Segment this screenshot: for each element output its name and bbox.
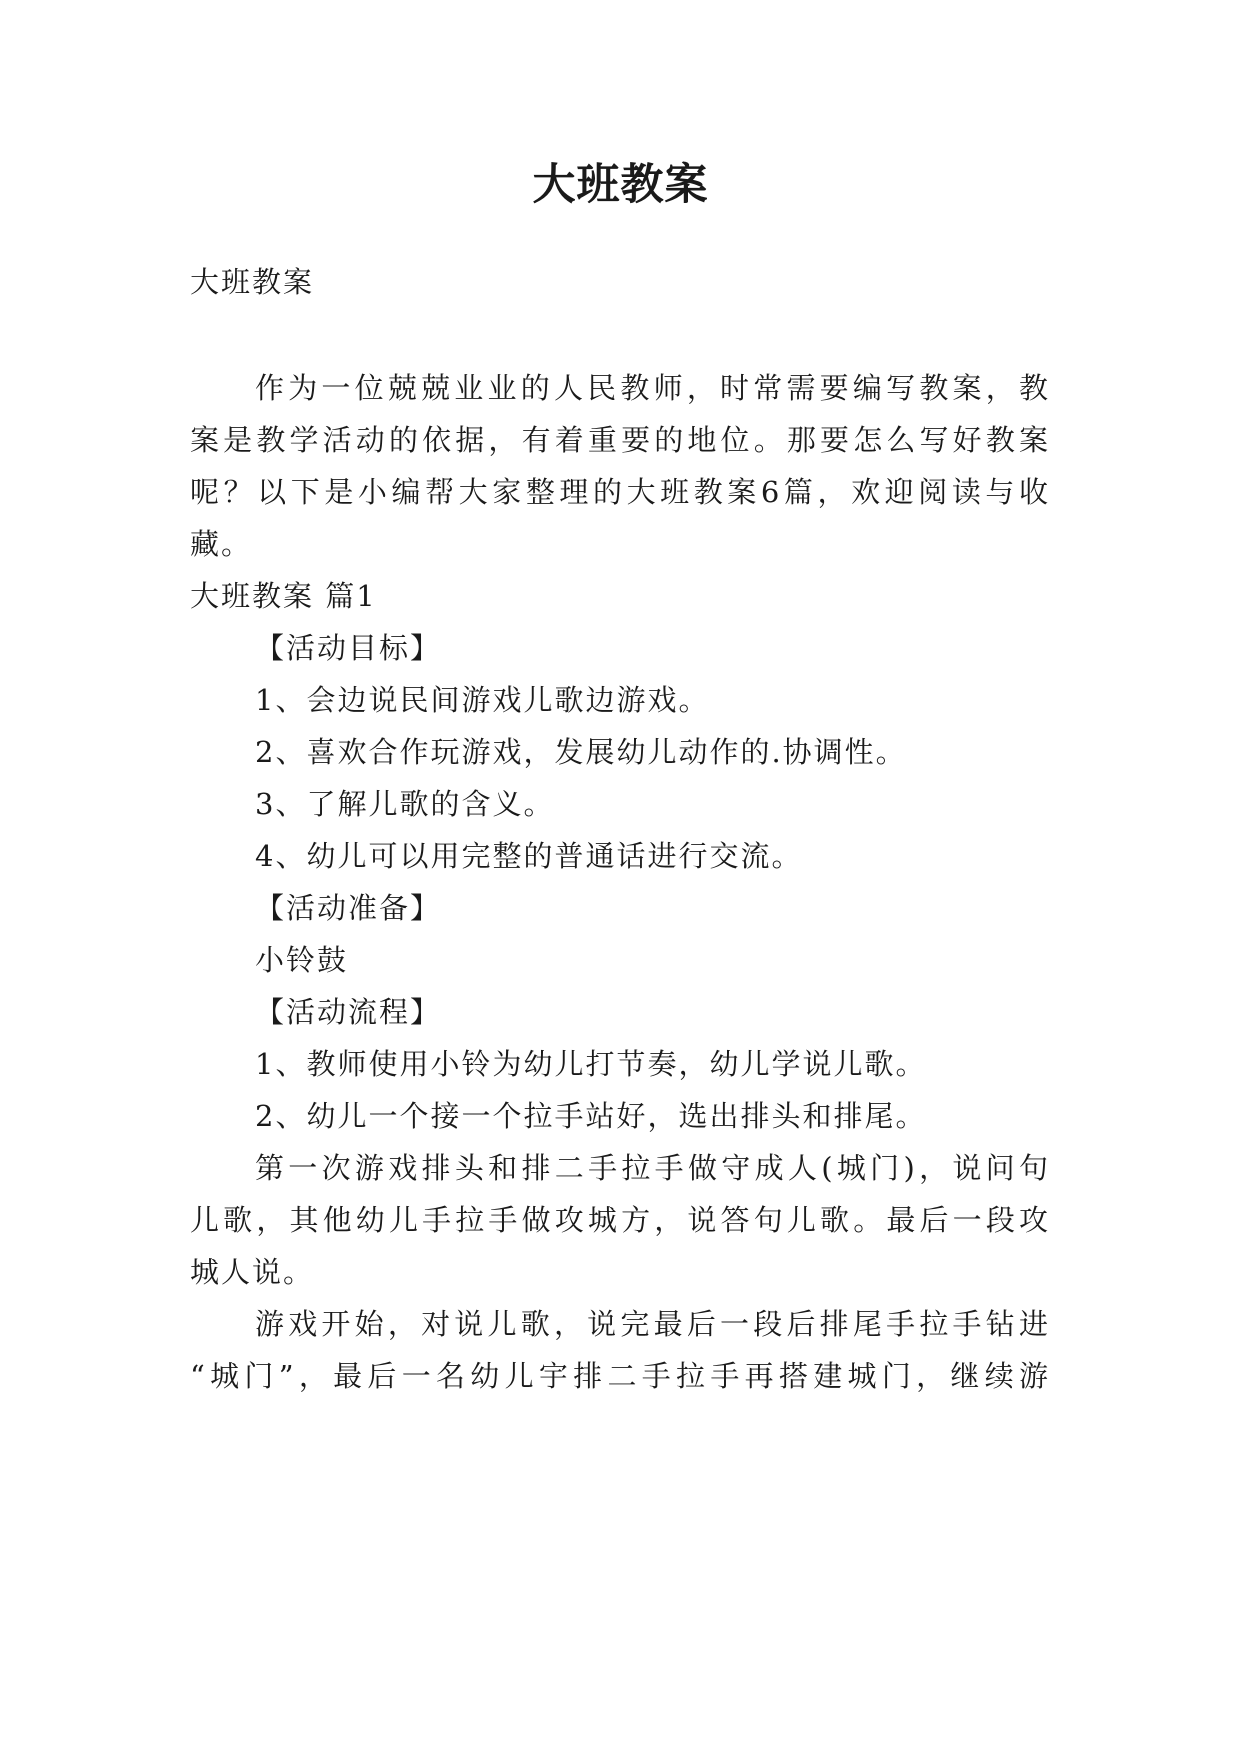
preparation-heading: 【活动准备】 bbox=[255, 891, 442, 925]
intro-line-1: 作为一位兢兢业业的人民教师，时常需要编写教案，教 bbox=[255, 371, 1050, 405]
goal-item-3: 3、了解儿歌的含义。 bbox=[255, 787, 555, 821]
paragraph-1-line-1: 第一次游戏排头和排二手拉手做守成人(城门)，说问句 bbox=[255, 1151, 1050, 1185]
goals-heading: 【活动目标】 bbox=[255, 631, 442, 665]
section-heading: 大班教案 篇1 bbox=[190, 579, 377, 613]
intro-line-3: 呢？以下是小编帮大家整理的大班教案6篇，欢迎阅读与收 bbox=[190, 475, 1050, 509]
goal-item-4: 4、幼儿可以用完整的普通话进行交流。 bbox=[255, 839, 803, 873]
goal-item-2: 2、喜欢合作玩游戏，发展幼儿动作的.协调性。 bbox=[255, 735, 907, 769]
process-heading: 【活动流程】 bbox=[255, 995, 442, 1029]
paragraph-1-line-2: 儿歌，其他幼儿手拉手做攻城方，说答句儿歌。最后一段攻 bbox=[190, 1203, 1050, 1237]
intro-line-4: 藏。 bbox=[190, 527, 253, 561]
intro-line-2: 案是教学活动的依据，有着重要的地位。那要怎么写好教案 bbox=[190, 423, 1050, 457]
paragraph-1-line-3: 城人说。 bbox=[190, 1255, 315, 1289]
preparation-item: 小铃鼓 bbox=[255, 943, 349, 977]
paragraph-2-line-1: 游戏开始，对说儿歌，说完最后一段后排尾手拉手钻进 bbox=[255, 1307, 1050, 1341]
document-title: 大班教案 bbox=[532, 160, 709, 210]
document-subtitle: 大班教案 bbox=[190, 265, 315, 299]
paragraph-2-line-2: “城门”，最后一名幼儿宇排二手拉手再搭建城门，继续游 bbox=[190, 1359, 1050, 1393]
process-item-2: 2、幼儿一个接一个拉手站好，选出排头和排尾。 bbox=[255, 1099, 927, 1133]
goal-item-1: 1、会边说民间游戏儿歌边游戏。 bbox=[255, 683, 710, 717]
process-item-1: 1、教师使用小铃为幼儿打节奏，幼儿学说儿歌。 bbox=[255, 1047, 927, 1081]
